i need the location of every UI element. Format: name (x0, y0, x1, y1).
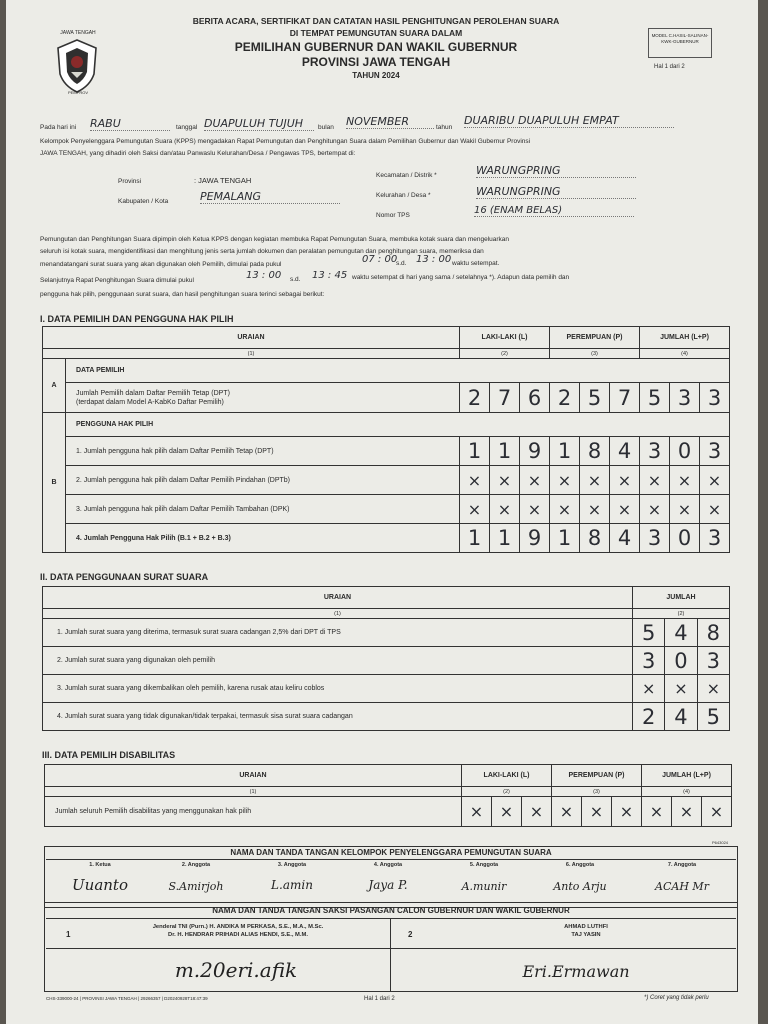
saksi-number-1: 1 (66, 930, 71, 939)
para-line-4b: waktu setempat di hari yang sama / setelahnya *). Adapun data pemilih dan (352, 274, 570, 281)
tahun-label: tahun (436, 124, 453, 131)
footer-note: *) Coret yang tidak perlu (644, 995, 709, 1001)
cross-cell: × (460, 495, 490, 524)
row-b4-label: 4. Jumlah Pengguna Hak Pilih (B.1 + B.2 + B.3) (66, 524, 460, 553)
cross-cell: × (700, 466, 730, 495)
kpps-role: 3. Anggota (277, 862, 307, 868)
cross-cell: × (490, 466, 520, 495)
digit-cell: 3 (700, 383, 730, 413)
kecamatan-value: WARUNGPRING (476, 164, 636, 178)
digit-cell: 1 (460, 437, 490, 466)
digit-cell: 3 (700, 524, 730, 553)
cross-cell: × (490, 495, 520, 524)
cross-cell: × (580, 495, 610, 524)
col-num-2: (2) (462, 787, 552, 797)
col-jumlah: JUMLAH (633, 587, 730, 609)
cross-cell: × (665, 675, 697, 703)
header-line-3: PEMILIHAN GUBERNUR DAN WAKIL GUBERNUR (234, 40, 518, 54)
cross-cell: × (582, 797, 612, 827)
start-time-1: 07 : 00 (362, 254, 398, 265)
digit-cell: 5 (640, 383, 670, 413)
digit-cell: 8 (580, 524, 610, 553)
digit-cell: 5 (580, 383, 610, 413)
digit-cell: 6 (520, 383, 550, 413)
logo-caption-bottom: PEMPROV (67, 90, 88, 95)
digit-cell: 2 (633, 703, 665, 731)
intro-line-2: Kelompok Penyelenggara Pemungutan Suara (KPPS) mengadakan Rapat Pemungutan dan Penghitungan Suara dalam Pemilihan Gubernur dan Wakil Gubernur Provinsi (40, 138, 531, 145)
cross-cell: × (550, 495, 580, 524)
digit-cell: 1 (550, 437, 580, 466)
province-emblem-icon (50, 34, 104, 96)
digit-cell: 3 (700, 437, 730, 466)
kelurahan-value: WARUNGPRING (476, 185, 636, 199)
cross-cell: × (610, 495, 640, 524)
col-uraian: URAIAN (45, 765, 462, 787)
candidate-2-line-2: TAJ YASIN (571, 932, 601, 938)
row-a1-label (66, 383, 460, 413)
kpps-role: 4. Anggota (373, 862, 403, 868)
cross-cell: × (702, 797, 732, 827)
tanggal-value: DUAPULUH TUJUH (204, 117, 314, 131)
header-line-1: BERITA ACARA, SERTIFIKAT DAN CATATAN HASIL PENGHITUNGAN PEROLEHAN SUARA (192, 16, 560, 26)
digit-cell: 3 (697, 647, 729, 675)
cross-cell: × (700, 495, 730, 524)
col-uraian: URAIAN (43, 587, 633, 609)
col-num-4: (4) (640, 349, 730, 359)
form-code: P643024 (712, 840, 729, 845)
cross-cell: × (552, 797, 582, 827)
row-a1-label-2: (terdapat dalam Model A-KabKo Daftar Pemilih) (76, 398, 224, 406)
para-line-5: pengguna hak pilih, penggunaan surat suara, dan hasil penghitungan suara terinci sebagai berikut: (40, 291, 325, 298)
digit-cell: 3 (670, 383, 700, 413)
digit-cell: 1 (460, 524, 490, 553)
kelurahan-label: Kelurahan / Desa * (376, 192, 431, 199)
cross-cell: × (670, 495, 700, 524)
para-line-1: Pemungutan dan Penghitungan Suara dipimpin oleh Ketua KPPS dengan kegiatan membuka Rapat Pemungutan Suara, membuka kotak suara dan mengeluarkan (40, 236, 510, 243)
digit-cell: 4 (665, 703, 697, 731)
header-line-4: PROVINSI JAWA TENGAH (301, 55, 451, 69)
digit-cell: 5 (633, 619, 665, 647)
digit-cell: 4 (665, 619, 697, 647)
col-perempuan: PEREMPUAN (P) (550, 327, 640, 349)
cross-cell: × (642, 797, 672, 827)
saksi-title: NAMA DAN TANDA TANGAN SAKSI PASANGAN CALON GUBERNUR DAN WAKIL GUBERNUR (212, 906, 570, 915)
kpps-signature: S.Amirjoh (168, 880, 224, 893)
digit-cell: 0 (670, 437, 700, 466)
header-line-2: DI TEMPAT PEMUNGUTAN SUARA DALAM (289, 28, 463, 38)
table-surat-suara (42, 586, 730, 731)
model-code-box: MODEL C.HASIL-SALINAN-KWK-GUBERNUR (648, 28, 712, 58)
row-letter-a: A (43, 359, 66, 413)
cross-cell: × (640, 495, 670, 524)
cross-cell: × (580, 466, 610, 495)
kpps-role: 6. Anggota (565, 862, 595, 868)
col-num-1: (1) (43, 349, 460, 359)
cross-cell: × (462, 797, 492, 827)
digit-cell: 7 (490, 383, 520, 413)
digit-cell: 8 (697, 619, 729, 647)
row-ss1-label: 1. Jumlah surat suara yang diterima, termasuk surat suara cadangan 2,5% dari DPT di TPS (43, 619, 633, 647)
cross-cell: × (633, 675, 665, 703)
kpps-signature: L.amin (271, 878, 313, 892)
col-laki: LAKI-LAKI (L) (460, 327, 550, 349)
kpps-signature: Jaya P. (368, 878, 408, 892)
para-line-4a: Selanjutnya Rapat Penghitungan Suara dimulai pukul (40, 277, 194, 284)
kpps-role: 1. Ketua (89, 862, 111, 868)
digit-cell: 3 (640, 524, 670, 553)
kecamatan-label: Kecamatan / Distrik * (376, 172, 437, 179)
header-year: TAHUN 2024 (352, 71, 400, 80)
cross-cell: × (492, 797, 522, 827)
kabupaten-label: Kabupaten / Kota (118, 198, 169, 205)
col-jumlah: JUMLAH (L+P) (640, 327, 730, 349)
table-data-pemilih (42, 326, 730, 553)
candidate-1-line-2: Dr. H. HENDRAR PRIHADI ALIAS HENDI, S.E., M.M. (168, 932, 308, 938)
sd-label-2: s.d. (290, 276, 301, 283)
saksi-number-2: 2 (408, 930, 413, 939)
digit-cell: 3 (640, 437, 670, 466)
saksi-1-signature: m.20eri.afik (174, 958, 298, 982)
digit-cell: 4 (610, 437, 640, 466)
col-num-3: (3) (552, 787, 642, 797)
divider (46, 948, 736, 949)
digit-cell: 1 (490, 524, 520, 553)
cross-cell: × (612, 797, 642, 827)
tahun-value: DUARIBU DUAPULUH EMPAT (464, 114, 674, 128)
bulan-label: bulan (318, 124, 334, 131)
kpps-title: NAMA DAN TANDA TANGAN KELOMPOK PENYELENGGARA PEMUNGUTAN SUARA (230, 848, 552, 857)
end-time-1: 13 : 00 (416, 254, 452, 265)
digit-cell: 3 (633, 647, 665, 675)
cross-cell: × (670, 466, 700, 495)
kpps-signature: Anto Arju (553, 880, 607, 893)
digit-cell: 4 (610, 524, 640, 553)
col-perempuan: PEREMPUAN (P) (552, 765, 642, 787)
end-time-2: 13 : 45 (312, 270, 348, 281)
sd-label-1: s.d. (396, 260, 407, 267)
digit-cell: 1 (550, 524, 580, 553)
footer-left: CHS-339000-24 | PROVINSI JAWA TENGAH | 29266357 | D20240928T18:47:39 (46, 996, 208, 1001)
section-3-title: III. DATA PEMILIH DISABILITAS (42, 750, 176, 760)
kpps-role: 2. Anggota (181, 862, 211, 868)
cross-cell: × (520, 495, 550, 524)
row-ss2-label: 2. Jumlah surat suara yang digunakan oleh pemilih (43, 647, 633, 675)
logo-caption-top: JAWA TENGAH (60, 30, 96, 36)
pada-hari-label: Pada hari ini (40, 124, 77, 131)
cross-cell: × (520, 466, 550, 495)
provinsi-value: : JAWA TENGAH (194, 176, 252, 185)
col-uraian: URAIAN (43, 327, 460, 349)
row-ss4-label: 4. Jumlah surat suara yang tidak digunakan/tidak terpakai, termasuk sisa surat suara cadangan (43, 703, 633, 731)
divider (46, 918, 736, 919)
digit-cell: 9 (520, 524, 550, 553)
kpps-role: 7. Anggota (667, 862, 697, 868)
col-num-1: (1) (45, 787, 462, 797)
cross-cell: × (640, 466, 670, 495)
para-line-2: seluruh isi kotak suara, mengidentifikasi dan menghitung jenis serta jumlah dokumen dan peralatan pemungutan dan penghitungan suara, memeriksa dan (40, 248, 484, 255)
table-disabilitas (44, 764, 732, 827)
digit-cell: 7 (610, 383, 640, 413)
cross-cell: × (522, 797, 552, 827)
col-num-4: (4) (642, 787, 732, 797)
section-1-title: I. DATA PEMILIH DAN PENGGUNA HAK PILIH (40, 314, 234, 324)
para-line-3a: menandatangani surat suara yang akan digunakan oleh Pemilih, dimulai pada pukul (40, 261, 282, 268)
digit-cell: 2 (460, 383, 490, 413)
tps-label: Nomor TPS (376, 212, 410, 219)
digit-cell: 1 (490, 437, 520, 466)
col-num-2: (2) (633, 609, 730, 619)
col-num-1: (1) (43, 609, 633, 619)
candidate-1-line-1: Jenderal TNI (Purn.) H. ANDIKA M PERKASA, S.E., M.A., M.Sc. (152, 924, 324, 930)
digit-cell: 0 (670, 524, 700, 553)
col-num-3: (3) (550, 349, 640, 359)
kabupaten-value: PEMALANG (200, 190, 340, 204)
cross-cell: × (672, 797, 702, 827)
form-page (6, 0, 758, 1024)
cross-cell: × (697, 675, 729, 703)
divider (46, 859, 736, 860)
row-a1-label-1: Jumlah Pemilih dalam Daftar Pemilih Tetap (DPT) (76, 389, 230, 397)
row-letter-b: B (43, 413, 66, 553)
row-b3-label: 3. Jumlah pengguna hak pilih dalam Daftar Pemilih Tambahan (DPK) (66, 495, 460, 524)
digit-cell: 2 (550, 383, 580, 413)
section-a-title: DATA PEMILIH (66, 359, 730, 383)
para-line-3b: waktu setempat. (452, 260, 500, 267)
row-ss3-label: 3. Jumlah surat suara yang dikembalikan oleh pemilih, karena rusak atau keliru coblos (43, 675, 633, 703)
col-laki: LAKI-LAKI (L) (462, 765, 552, 787)
digit-cell: 8 (580, 437, 610, 466)
digit-cell: 0 (665, 647, 697, 675)
row-dis-label: Jumlah seluruh Pemilih disabilitas yang menggunakan hak pilih (45, 797, 462, 827)
tanggal-label: tanggal (176, 124, 198, 131)
digit-cell: 5 (697, 703, 729, 731)
row-b1-label: 1. Jumlah pengguna hak pilih dalam Daftar Pemilih Tetap (DPT) (66, 437, 460, 466)
cross-cell: × (460, 466, 490, 495)
bulan-value: NOVEMBER (346, 115, 434, 129)
kpps-signature: ACAH Mr (655, 880, 709, 893)
saksi-2-signature: Eri.Ermawan (522, 962, 630, 981)
cross-cell: × (610, 466, 640, 495)
digit-cell: 9 (520, 437, 550, 466)
kpps-signature: Uuanto (72, 876, 128, 894)
start-time-2: 13 : 00 (246, 270, 282, 281)
hari-value: RABU (90, 117, 170, 131)
kpps-signature: A.munir (461, 880, 507, 893)
section-2-title: II. DATA PENGGUNAAN SURAT SUARA (40, 572, 209, 582)
footer-page: Hal 1 dari 2 (364, 996, 395, 1002)
row-b2-label: 2. Jumlah pengguna hak pilih dalam Daftar Pemilih Pindahan (DPTb) (66, 466, 460, 495)
divider (390, 919, 391, 991)
section-b-title: PENGGUNA HAK PILIH (66, 413, 730, 437)
candidate-2-line-1: AHMAD LUTHFI (564, 924, 608, 930)
col-jumlah: JUMLAH (L+P) (642, 765, 732, 787)
page-indicator: Hal 1 dari 2 (654, 64, 685, 70)
cross-cell: × (550, 466, 580, 495)
intro-line-3: JAWA TENGAH, yang dihadiri oleh Saksi dan/atau Panwaslu Kelurahan/Desa / Pengawas TPS, bertempat di: (40, 150, 356, 157)
kpps-role: 5. Anggota (469, 862, 499, 868)
col-num-2: (2) (460, 349, 550, 359)
tps-value: 16 (ENAM BELAS) (474, 205, 634, 217)
provinsi-label: Provinsi (118, 178, 142, 185)
